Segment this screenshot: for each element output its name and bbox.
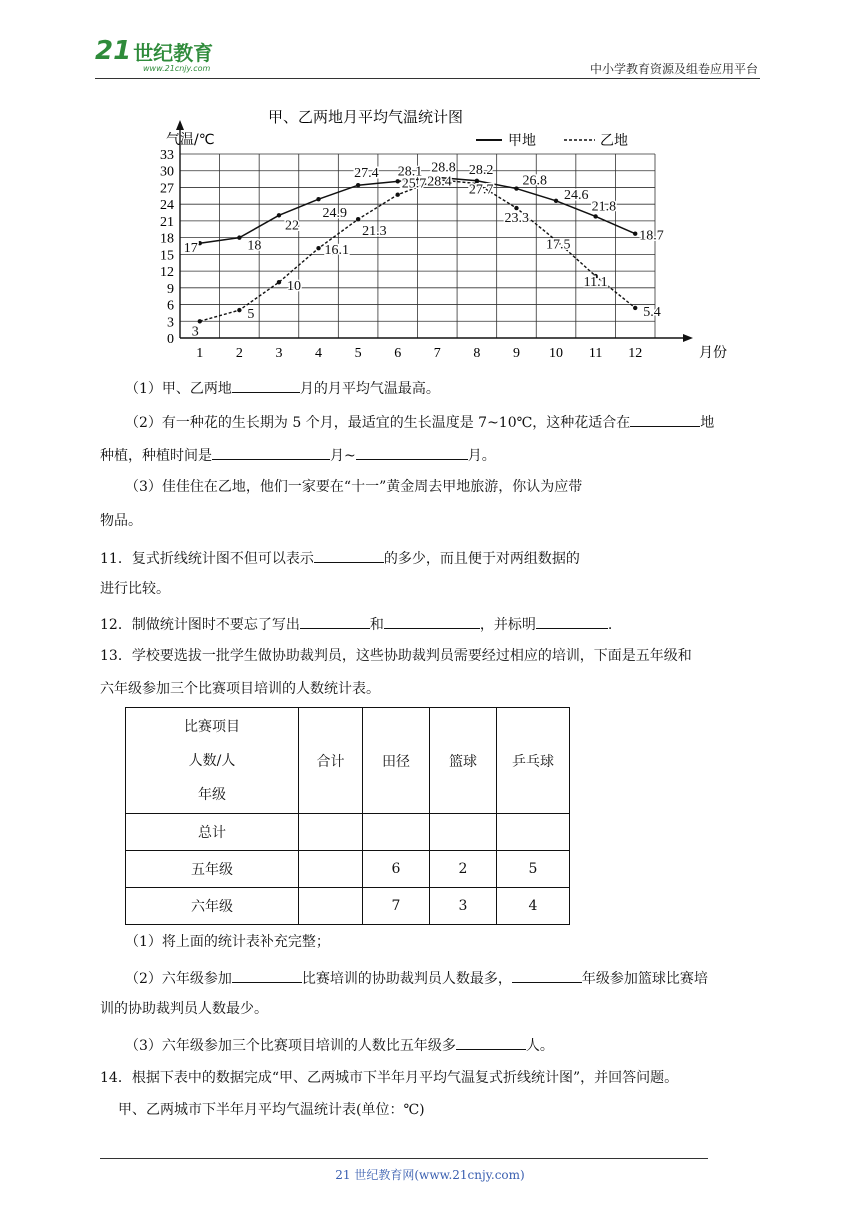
x-tick-label: 12: [628, 346, 643, 361]
data-label: 27.4: [354, 166, 379, 182]
x-tick-label: 4: [315, 346, 323, 361]
q10-s3a: （3）佳佳住在乙地，他们一家要在“十一”黄金周去甲地旅游，你认为应带: [125, 479, 583, 495]
q10-s2c: 种植，种植时间是: [100, 448, 212, 464]
y-tick-label: 15: [160, 248, 174, 264]
data-point: [633, 232, 637, 236]
q11-b: 的多少，而且便于对两组数据的: [383, 551, 580, 567]
x-tick-label: 3: [275, 346, 283, 361]
y-tick-label: 12: [160, 265, 174, 281]
q13-a: 13．学校要选拔一批学生做协助裁判员，这些协助裁判员需要经过相应的培训，下面是五年级和: [100, 648, 692, 664]
header-track: 田径: [363, 708, 430, 814]
q12: [100, 612, 612, 635]
data-point: [316, 246, 320, 250]
data-point: [356, 183, 360, 187]
header-basketball: 篮球: [430, 708, 497, 814]
x-tick-label: 5: [354, 346, 362, 361]
data-point: [198, 319, 202, 323]
data-point: [277, 280, 281, 284]
header-slogan: 中小学教育资源及组卷应用平台: [589, 62, 758, 76]
q10-s1b: 月的月平均气温最高。: [299, 381, 440, 397]
data-point: [277, 213, 281, 217]
logo-url: www.21cnjy.com: [143, 64, 211, 73]
table-corner-cell: [126, 708, 299, 814]
y-tick-label: 9: [167, 281, 174, 297]
q14-a: 14．根据下表中的数据完成“甲、乙两城市下半年月平均气温复式折线统计图”，并回答问题。: [100, 1070, 679, 1086]
q10-part1: [125, 376, 440, 399]
answer-blank[interactable]: [630, 410, 700, 427]
q12-c: ，并标明: [479, 617, 536, 633]
table-row: [126, 888, 570, 925]
table-cell[interactable]: [299, 851, 363, 888]
legend-label: 乙地: [600, 133, 628, 149]
x-tick-label: 1: [196, 346, 204, 361]
table-cell[interactable]: [430, 814, 497, 851]
q10-s2a: （2）有一种花的生长期为 5 个月，最适宜的生长温度是 7~10℃，这种花适合在: [125, 415, 631, 431]
data-point: [514, 186, 518, 190]
q13-s3b: 人。: [525, 1038, 554, 1054]
y-tick-label: 30: [160, 164, 174, 180]
answer-blank[interactable]: [384, 612, 480, 629]
data-label: 17: [183, 241, 198, 257]
y-tick-label: 27: [160, 181, 174, 197]
data-label: 18: [247, 238, 262, 254]
data-label: 18.7: [639, 228, 664, 244]
answer-blank[interactable]: [456, 1033, 526, 1050]
x-tick-label: 10: [549, 346, 564, 361]
chart-title: 甲、乙两地月平均气温统计图: [268, 108, 464, 126]
legend-label: 甲地: [508, 133, 536, 149]
footer-divider: [100, 1158, 708, 1159]
data-label: 5.4: [643, 304, 661, 320]
corner-label-item: 比赛项目: [184, 718, 240, 735]
header-total: 合计: [299, 708, 363, 814]
data-label: 22: [284, 218, 299, 234]
q12-a: 12．制做统计图时不要忘了写出: [100, 617, 300, 633]
y-tick-label: 18: [160, 231, 174, 247]
q10-s2d: 月~: [330, 448, 356, 464]
logo-text: 世纪教育: [133, 40, 214, 65]
data-label: 16.1: [324, 243, 350, 259]
answer-blank[interactable]: [512, 966, 582, 983]
row-label: 总计: [126, 814, 299, 851]
q13-s3a: （3）六年级参加三个比赛项目培训的人数比五年级多: [125, 1038, 456, 1054]
table-cell[interactable]: [497, 814, 570, 851]
table-cell: 6: [363, 851, 430, 888]
data-label: 5: [247, 307, 255, 323]
y-tick-label: 0: [167, 332, 174, 347]
q13-part2-line1: [125, 966, 708, 989]
q13-s2b: 比赛培训的协助裁判员人数最多，: [301, 971, 512, 987]
y-tick-label: 21: [160, 214, 174, 230]
data-label: 11.1: [583, 275, 608, 291]
y-tick-label: 6: [167, 298, 174, 314]
data-label: 25.7: [401, 176, 427, 192]
table-cell: 7: [363, 888, 430, 925]
y-axis-label: 气温/℃: [166, 132, 215, 148]
q14-b: 甲、乙两城市下半年月平均气温统计表(单位：℃): [118, 1102, 425, 1118]
table-cell: 2: [430, 851, 497, 888]
data-point: [316, 197, 320, 201]
data-point: [356, 217, 360, 221]
logo-mark: 21: [95, 36, 132, 66]
answer-blank[interactable]: [356, 443, 468, 460]
data-label: 3: [191, 324, 199, 340]
chart-svg: [140, 100, 727, 370]
answer-blank[interactable]: [536, 612, 608, 629]
temperature-line-chart: [140, 100, 727, 370]
answer-blank[interactable]: [212, 443, 330, 460]
data-label: 24.6: [564, 187, 589, 203]
page-footer: 21 世纪教育网(www.21cnjy.com): [335, 1168, 525, 1182]
data-label: 27.7: [468, 182, 494, 198]
x-tick-label: 8: [473, 346, 481, 361]
data-label: 23.3: [504, 211, 529, 227]
q13-s2d: 训的协助裁判员人数最少。: [100, 1001, 268, 1017]
data-point: [554, 199, 558, 203]
x-tick-label: 9: [512, 346, 520, 361]
row-label: 六年级: [126, 888, 299, 925]
answer-blank[interactable]: [300, 612, 370, 629]
data-label: 28.1: [397, 164, 423, 180]
table-cell[interactable]: [299, 814, 363, 851]
q11-a: 11．复式折线统计图不但可以表示: [100, 551, 314, 567]
y-tick-label: 3: [167, 315, 174, 331]
header-pingpong: 乒乓球: [497, 708, 570, 814]
page-header: [95, 32, 760, 79]
x-axis-label: 月份: [699, 345, 727, 361]
q10-part2-line1: [125, 410, 714, 433]
y-axis-arrow: [176, 120, 184, 130]
data-point: [633, 306, 637, 310]
q10-s2b: 地: [700, 415, 715, 431]
data-label: 21.3: [362, 224, 387, 240]
data-point: [237, 308, 241, 312]
data-point: [593, 214, 597, 218]
corner-label-count: 人数/人: [188, 752, 236, 769]
data-point: [396, 179, 400, 183]
table-cell[interactable]: [299, 888, 363, 925]
site-logo: [95, 36, 213, 66]
data-point: [396, 193, 400, 197]
data-label: 21.8: [591, 199, 617, 215]
q10-s2e: 月。: [467, 448, 496, 464]
q13-s1: （1）将上面的统计表补充完整；: [125, 934, 330, 950]
x-tick-label: 11: [588, 346, 603, 361]
data-label: 26.8: [522, 173, 547, 189]
data-label: 28.8: [431, 160, 456, 176]
q11-line1: [100, 546, 580, 569]
y-tick-label: 24: [160, 198, 174, 214]
q13-part3: [125, 1033, 554, 1056]
q12-b: 和: [369, 617, 384, 633]
table-cell[interactable]: [363, 814, 430, 851]
q10-s1a: （1）甲、乙两地: [125, 381, 232, 397]
answer-blank[interactable]: [232, 376, 300, 393]
row-label: 五年级: [126, 851, 299, 888]
table-cell: 5: [497, 851, 570, 888]
table-cell: 4: [497, 888, 570, 925]
data-label: 10: [286, 279, 301, 295]
data-label: 28.2: [468, 162, 494, 178]
training-stats-table: [125, 707, 570, 925]
data-point: [514, 206, 518, 210]
data-label: 24.9: [322, 206, 348, 222]
q13-s2a: （2）六年级参加: [125, 971, 232, 987]
x-axis-arrow: [683, 334, 693, 342]
table-row: [126, 814, 570, 851]
x-tick-label: 7: [433, 346, 441, 361]
corner-label-grade: 年级: [198, 786, 226, 803]
table-cell: 3: [430, 888, 497, 925]
data-point: [237, 235, 241, 239]
q12-d: .: [607, 617, 613, 633]
q10-part2-line2: [100, 443, 496, 466]
y-tick-label: 33: [160, 148, 174, 163]
q10-s3b: 物品。: [100, 513, 142, 529]
q11-c: 进行比较。: [100, 581, 170, 597]
answer-blank[interactable]: [232, 966, 302, 983]
table-header-row: [126, 708, 570, 814]
q13-b: 六年级参加三个比赛项目培训的人数统计表。: [100, 681, 380, 697]
x-tick-label: 2: [235, 346, 243, 361]
x-tick-label: 6: [394, 346, 402, 361]
answer-blank[interactable]: [314, 546, 384, 563]
data-point: [198, 241, 202, 245]
data-label: 17.5: [546, 237, 571, 253]
q13-s2c: 年级参加篮球比赛培: [581, 971, 708, 987]
table-row: [126, 851, 570, 888]
data-label: 28.4: [427, 174, 452, 190]
